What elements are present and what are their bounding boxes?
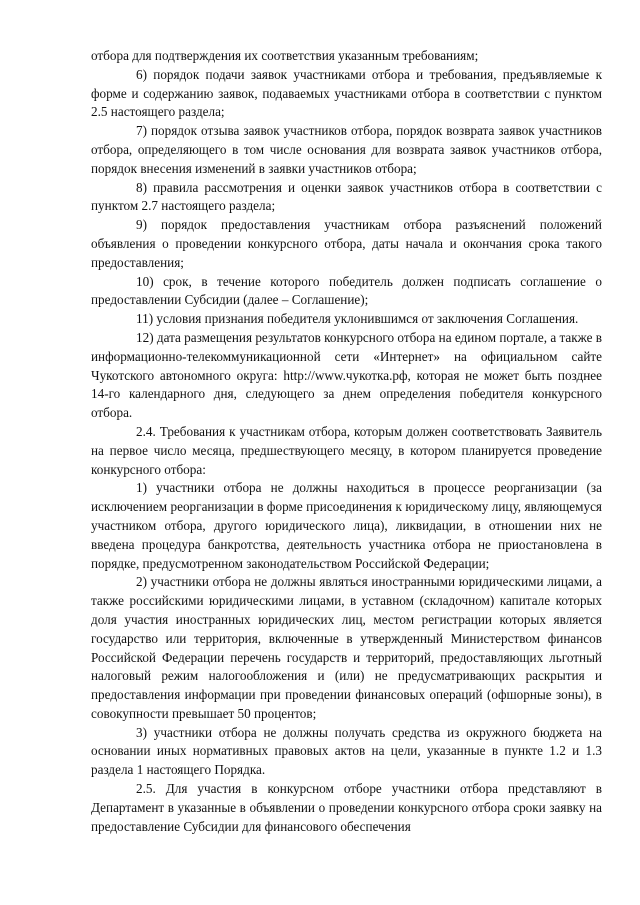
paragraph-item-11: 11) условия признания победителя уклонившимся от заключения Соглашения. — [136, 311, 579, 327]
paragraph-section-2-5: 2.5. Для участия в конкурсном отборе участники отбора представляют в Департамент в указанные в объявлении о проведении конкурсного отбора сроки заявку на предоставление Субсидии для финансового обеспечения — [91, 781, 602, 834]
paragraph-requirement-2: 2) участники отбора не должны являться иностранными юридическими лицами, а также российскими юридическими лицами, в уставном (складочном) капитале которых доля участия иностранных юридических лиц, местом регистрации которых является государство или территория, включенные в утвержденный Министерством финансов Российской Федерации перечень государств и территорий, предоставляющих льготный налоговый режим налогообложения и (или) не предусматривающих раскрытия и предоставления информации при проведении финансовых операций (офшорные зоны), в совокупности превышает 50 процентов; — [91, 574, 602, 721]
paragraph-item-6: 6) порядок подачи заявок участниками отбора и требования, предъявляемые к форме и содержанию заявок, подаваемых участниками отбора в соответствии с пунктом 2.5 настоящего раздела; — [91, 66, 602, 120]
paragraph-requirement-3: 3) участники отбора не должны получать средства из окружного бюджета на основании иных нормативных правовых актов на цели, указанные в пункте 1.2 и 1.3 раздела 1 настоящего Порядка. — [91, 724, 602, 778]
paragraph-item-12: 12) дата размещения результатов конкурсного отбора на едином портале, а также в информационно-телекоммуникационной сети «Интернет» на официальном сайте Чукотского автономного округа: http://www.чукотка.рф, которая не может быть позднее 14-го календарного дня, следующего за днем определения победителя конкурсного отбора. — [91, 329, 602, 421]
paragraph-item-10: 10) срок, в течение которого победитель должен подписать соглашение о предоставлении Субсидии (далее – Соглашение); — [91, 273, 602, 308]
paragraph-continuation: отбора для подтверждения их соответствия указанным требованиям; — [91, 48, 479, 63]
paragraph-item-7: 7) порядок отзыва заявок участников отбора, порядок возврата заявок участников отбора, определяющего в том числе основания для возврата заявок участников отбора, порядок внесения изменений в заявки участников отбора; — [91, 123, 602, 176]
paragraph-item-9: 9) порядок предоставления участникам отбора разъяснений положений объявления о проведении конкурсного отбора, даты начала и окончания срока такого предоставления; — [91, 217, 602, 270]
paragraph-requirement-1: 1) участники отбора не должны находиться в процессе реорганизации (за исключением реорганизации в форме присоединения к юридическому лицу, являющемуся участником отбора, другого юридического лица), ликвидации, в отношении них не введена процедура банкротства, деятельность участника отбора не приостановлена в порядке, предусмотренном законодательством Российской Федерации; — [91, 480, 602, 571]
paragraph-item-8: 8) правила рассмотрения и оценки заявок участников отбора в соответствии с пунктом 2.7 настоящего раздела; — [91, 179, 602, 214]
paragraph-section-2-4: 2.4. Требования к участникам отбора, которым должен соответствовать Заявитель на первое число месяца, предшествующего месяцу, в котором планируется проведение конкурсного отбора: — [91, 423, 602, 477]
